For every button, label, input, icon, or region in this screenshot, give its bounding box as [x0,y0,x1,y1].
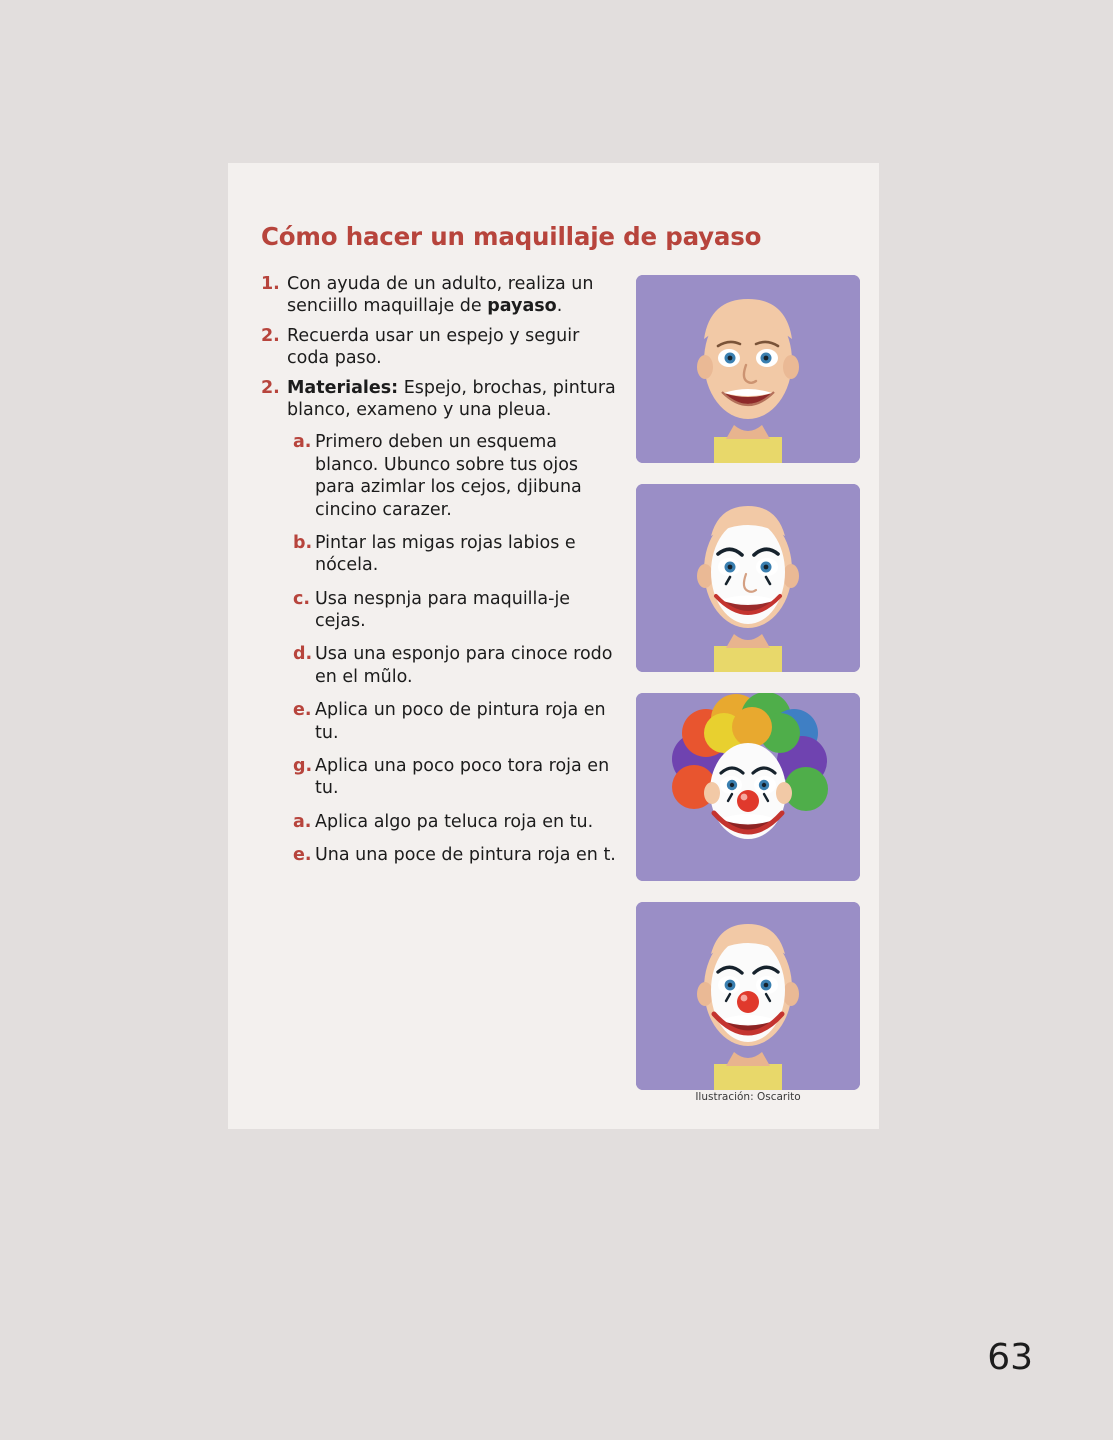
list-item-text: Usa nespnja para maquilla-je cejas. [315,588,571,632]
list-item [261,377,621,422]
list-item [293,532,621,577]
list-marker: b. [293,532,313,553]
instructions-list [261,273,621,878]
list-item-text: Materiales: Espejo, brochas, pintura blanco, exameno y una pleua. [287,377,616,420]
list-item-text: Primero deben un esquema blanco. Ubunco sobre tus ojos para azimlar los cejos, djibuna cincino carazer. [315,432,582,520]
list-item-text: Aplica algo pa teluca roja en tu. [315,811,594,832]
list-item [293,643,621,688]
list-item-text: Usa una esponjo para cinoce rodo en el mũlo. [315,644,613,687]
list-marker: 1. [261,274,280,294]
list-marker: a. [293,811,312,832]
list-item [293,431,621,521]
figure-bare-face [636,275,860,463]
list-item-text: Recuerda usar un espejo y seguir coda paso. [287,325,580,369]
list-item [261,325,621,370]
list-marker: e. [293,700,312,721]
figure-final-face [636,902,860,1090]
list-marker: d. [293,644,313,665]
figure-column [636,275,860,1111]
list-item [293,699,621,744]
list-marker: a. [293,432,312,453]
list-item-text: Pintar las migas rojas labios e nócela. [315,532,576,576]
list-item [293,844,621,866]
list-item-text: Aplica una poco poco tora roja en tu. [315,756,610,799]
sub-instructions-list [293,431,621,866]
list-marker: 2. [261,325,280,346]
list-item-text: Una una poce de pintura roja en t. [315,845,616,866]
list-item-text: Con ayuda de un adulto, realiza un senciillo maquillaje de payaso. [287,274,594,317]
list-item [293,811,621,833]
figure-white-base [636,484,860,672]
list-item [293,755,621,800]
list-marker: g. [293,756,313,777]
list-item [261,273,621,318]
list-item-text: Aplica un poco de pintura roja en tu. [315,700,606,743]
page-number: 63 [987,1337,1033,1378]
illustration-credit: Ilustración: Oscarito [695,1091,801,1103]
page-title: Cómo hacer un maquillaje de payaso [261,222,762,251]
figure-rainbow-wig [636,693,860,881]
list-item [293,588,621,633]
list-marker: c. [293,588,311,609]
list-marker: e. [293,845,312,866]
list-marker: 2. [261,377,280,398]
page-sheet [228,163,879,1129]
